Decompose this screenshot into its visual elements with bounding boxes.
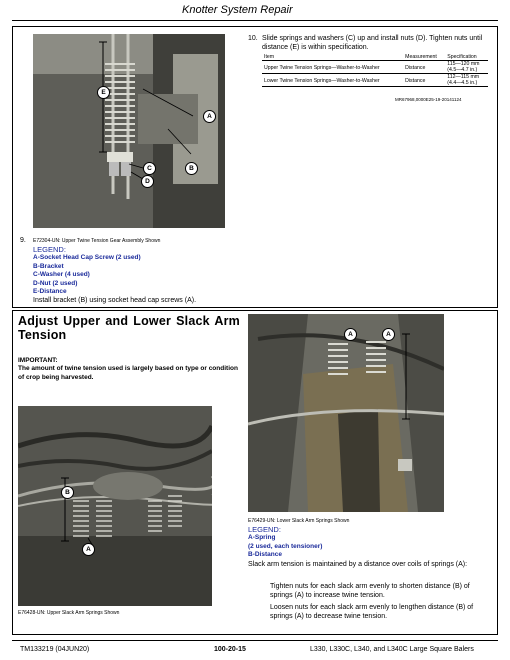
spec-row1-spec2: (4.5—4.7 in.) [447, 67, 478, 73]
footer-page-number: 100-20-15 [214, 646, 246, 653]
callout-a: A [82, 543, 95, 556]
twine-tension-gear-photo [33, 34, 225, 228]
spec-row2-spec1: 112—115 mm [447, 74, 480, 80]
spec-header-specification: Specification [447, 54, 477, 60]
spec-row1-item: Upper Twine Tension Springs—Washer-to-Washer [264, 65, 380, 71]
callout-c: C [143, 162, 156, 175]
important-text: The amount of twine tension used is largely based on type or condition of crop being harvested. [18, 365, 238, 381]
step10-reference: MR67968,0000E25-19-20141124 [395, 97, 462, 102]
step9-caption: E72304-UN: Upper Twine Tension Gear Assembly Shown [33, 238, 161, 244]
spec-header-item: Item [264, 54, 275, 60]
step9-number: 9. [20, 237, 26, 244]
step10-number: 10. [248, 35, 258, 42]
footer-document-id: TM133219 (04JUN20) [20, 646, 90, 653]
section-paragraph1: Slack arm tension is maintained by a distance over coils of springs (A): [248, 561, 468, 568]
callout-b: B [185, 162, 198, 175]
section-legend-item: (2 used, each tensioner) [248, 542, 323, 550]
lower-slack-arm-photo [248, 314, 444, 512]
section-legend-item: B-Distance [248, 551, 282, 558]
section-legend-item: A-Spring [248, 534, 276, 541]
step10-text: Slide springs and washers (C) up and install nuts (D). Tighten nuts until distance (E) is within specification. [262, 35, 483, 51]
section-legend [248, 534, 322, 560]
step9-legend-item: D-Nut (2 used) [33, 279, 78, 287]
step9-legend [33, 254, 141, 297]
section-bullet2: Loosen nuts for each slack arm evenly to lengthen distance (B) of springs (A) to decrease twine tension. [270, 604, 474, 620]
page-header-title: Knotter System Repair [182, 4, 293, 16]
footer-rule [12, 640, 498, 641]
spec-header-measurement: Measurement [405, 54, 437, 60]
callout-d: D [141, 175, 154, 188]
callout-a: A [203, 110, 216, 123]
callout-a-right: A [382, 328, 395, 341]
upper-slack-arm-photo [18, 406, 212, 606]
section-title-line1: Adjust Upper and Lower Slack Arm [18, 314, 240, 328]
spec-row1-measurement: Distance [405, 65, 426, 71]
step9-legend-item: B-Bracket [33, 262, 64, 270]
spec-row2-item: Lower Twine Tension Springs—Washer-to-Washer [264, 78, 380, 84]
photo3-caption: E76429-UN: Lower Slack Arm Springs Shown [248, 518, 350, 524]
section-title-line2: Tension [18, 328, 67, 342]
step9-legend-item: A-Socket Head Cap Screw (2 used) [33, 254, 141, 261]
header-rule [12, 20, 498, 21]
callout-b: B [61, 486, 74, 499]
spec-table [262, 54, 488, 87]
step9-legend-item: E-Distance [33, 288, 67, 295]
spec-row1-spec1: 115—120 mm [447, 61, 480, 67]
footer-product-title: L330, L330C, L340, and L340C Large Square Balers [310, 646, 474, 653]
callout-a-left: A [344, 328, 357, 341]
section-legend-title: LEGEND: [248, 525, 281, 534]
section-bullet1: Tighten nuts for each slack arm evenly to shorten distance (B) of springs (A) to increase twine tension. [270, 583, 470, 599]
spec-row2-measurement: Distance [405, 78, 426, 84]
step9-legend-title: LEGEND: [33, 245, 66, 254]
photo2-caption: E76428-UN: Upper Slack Arm Springs Shown [18, 610, 120, 616]
callout-e: E [97, 86, 110, 99]
step9-text: Install bracket (B) using socket head cap screws (A). [33, 297, 197, 304]
spec-row2-spec2: (4.4—4.5 in.) [447, 80, 478, 86]
important-label: IMPORTANT: [18, 357, 58, 364]
step9-legend-item: C-Washer (4 used) [33, 271, 90, 278]
